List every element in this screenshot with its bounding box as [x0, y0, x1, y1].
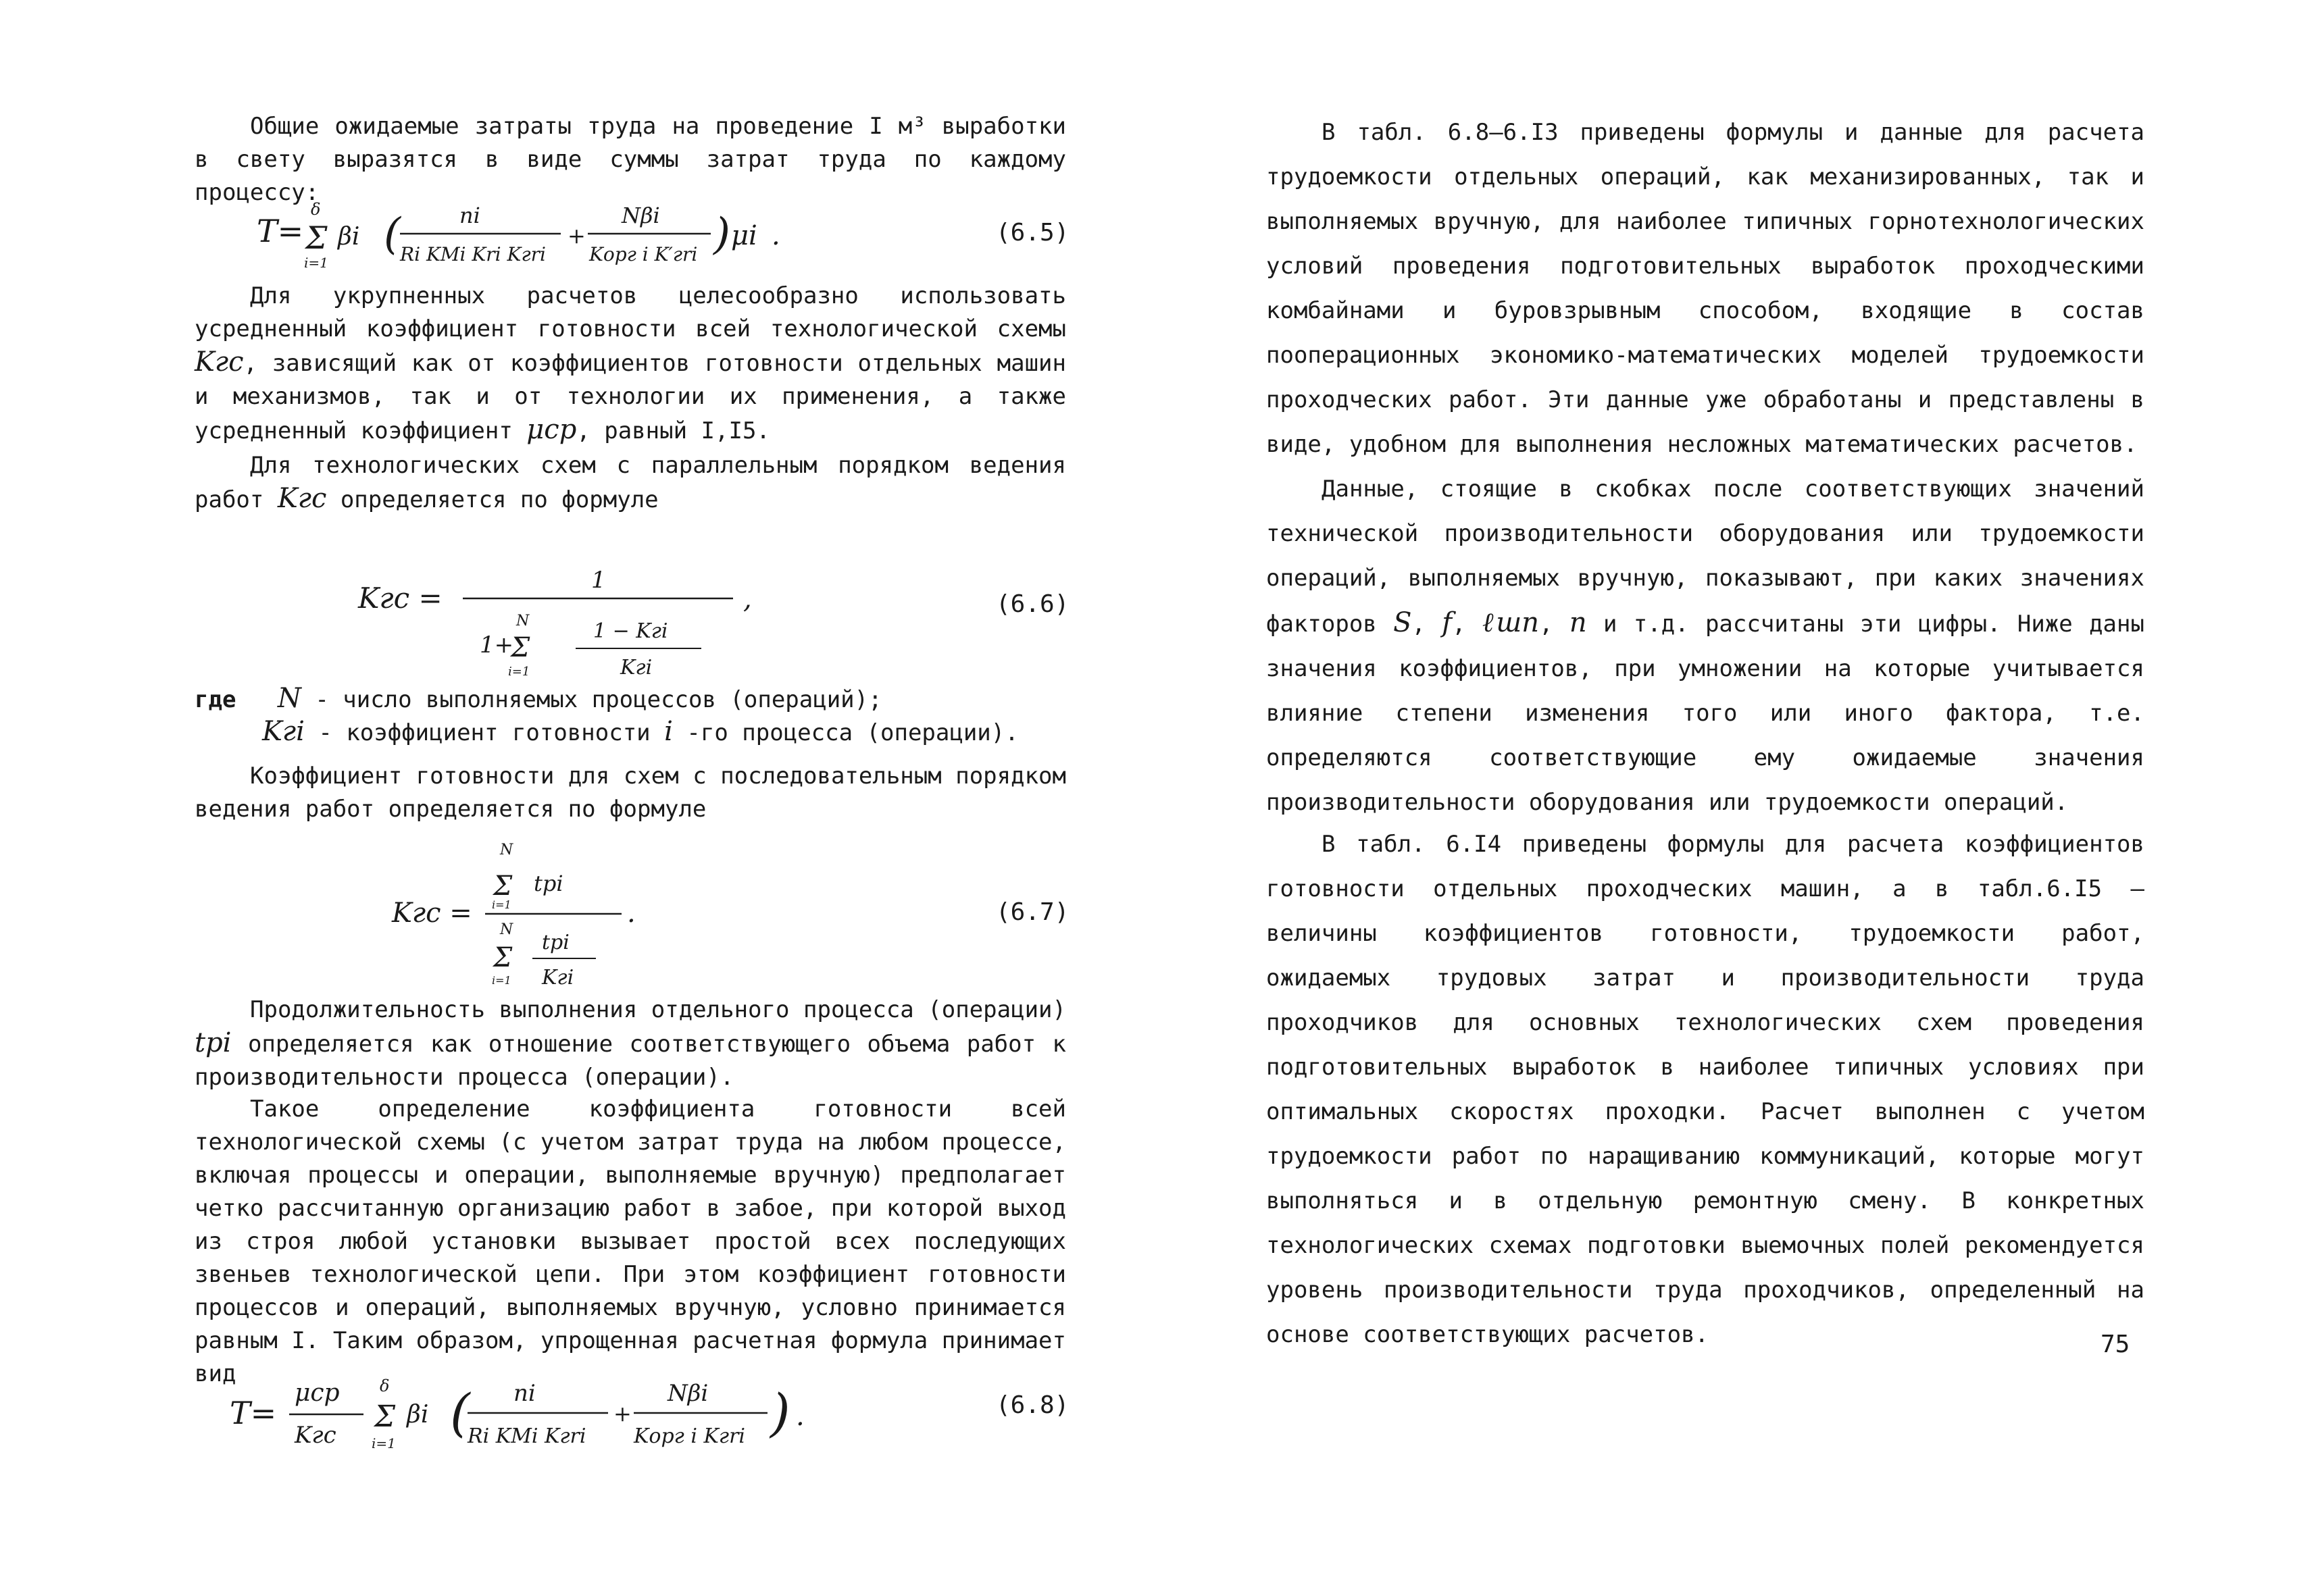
eq68-beta: βi	[407, 1401, 429, 1428]
eq65-den1: Ri KMi Kri Kгri	[400, 243, 546, 265]
eq68-paren-close: )	[770, 1383, 790, 1443]
eq67-sigma-top: Σ	[493, 871, 513, 902]
symbol-f: f	[1442, 607, 1453, 638]
eq65-den2: Kорг i K′гri	[589, 243, 698, 265]
eq66-one-plus: 1+	[480, 632, 514, 659]
eq65-beta: βi	[338, 223, 360, 251]
eq68-kgc: Kгс	[295, 1422, 336, 1449]
equation-6-5	[257, 189, 811, 284]
eq65-mu: μi	[731, 220, 757, 251]
eq68-sum-bottom: i=1	[372, 1435, 396, 1451]
equation-6-6-svg	[358, 554, 790, 689]
equation-6-6	[358, 554, 790, 689]
eq67-sum-top-upper: N	[500, 842, 513, 858]
eq68-paren-open: (	[450, 1383, 470, 1443]
symbol-k-gi: Kгi	[262, 716, 305, 747]
paragraph-process-duration: Продолжительность выполнения отдельного процесса (операции) tрi определяется как отношение соответствующего объема работ к производительности процесса (операции).	[195, 996, 1066, 1091]
eq65-paren-open: (	[384, 209, 401, 259]
symbol-k-gc: Kгс	[195, 346, 244, 378]
eq67-sum-top-lower: N	[500, 921, 513, 938]
paragraph-table-6-14: В табл. 6.I4 приведены формулы для расчета коэффициентов готовности отдельных проходческих машин, а в табл.6.I5 – величины коэффициентов готовности, трудоемкости работ, ожидаемых трудовых затрат и производительности труда проходчиков для основных технологических схем проведения подготовительных выработок в наиболее типичных условиях при оптимальных скоростях проходки. Расчет выполнен с учетом трудоемкости работ по наращиванию коммуникаций, которые могут выполняться и в отдельную ремонтную смену. В конкретных технологических схемах подготовки выемочных полей рекомендуется уровень производительности труда проходчиков, определенный на основе соответствующих расчетов.	[1266, 831, 2144, 1348]
eq68-end: .	[796, 1401, 805, 1432]
eq66-inner-num: 1 − Kгi	[593, 619, 668, 643]
eq67-lhs: Kгс =	[392, 898, 472, 929]
eq65-end: .	[772, 220, 780, 251]
symbol-N: N	[277, 683, 301, 714]
eq65-sigma: Σ	[305, 220, 328, 256]
where-line-1: где N - число выполняемых процессов (операций);	[195, 683, 882, 714]
page-number: 75	[2101, 1331, 2130, 1358]
where-line-2: Kгi - коэффициент готовности i -го процесса (операции).	[262, 716, 1019, 747]
paragraph-parallel-schemes: Для технологических схем с параллельным порядком ведения работ Kгс определяется по формуле	[195, 452, 1066, 514]
equation-6-8	[230, 1364, 838, 1472]
eq66-lhs: Kгс =	[358, 582, 443, 615]
equation-number-6-5: (6.5)	[996, 219, 1070, 247]
eq68-den1: Ri KMi Kгri	[468, 1424, 586, 1448]
eq68-sum-top: δ	[380, 1376, 390, 1395]
equation-number-6-8: (6.8)	[996, 1391, 1070, 1419]
where-label: где	[195, 686, 236, 713]
right-page	[1157, 0, 2314, 1596]
eq68-T: T=	[230, 1395, 277, 1431]
eq67-num: tрi	[534, 871, 563, 896]
eq66-comma: ,	[743, 584, 752, 615]
equation-6-8-svg	[230, 1364, 838, 1472]
eq67-sigma-bottom: Σ	[493, 942, 513, 973]
eq68-num2: Nβi	[668, 1380, 709, 1407]
equation-6-5-svg	[257, 189, 811, 284]
eq67-sum-bottom-lower: i=1	[492, 974, 511, 987]
eq65-num1: ni	[459, 203, 480, 228]
eq66-sum-top: N	[516, 613, 530, 629]
symbol-k-gc-2: Kгс	[277, 483, 327, 514]
equation-number-6-6: (6.6)	[996, 590, 1070, 618]
eq68-den2: Kорг i Kгri	[634, 1424, 746, 1448]
paragraph-enlarged-calc: Для укрупненных расчетов целесообразно использовать усредненный коэффициент готовности всей технологической схемы Kгс, зависящий как от коэффициентов готовности отдельных машин и механизмов, так и от технологии их применения, а также усредненный коэффициент μср, равный I,I5.	[195, 282, 1066, 445]
eq65-plus: +	[568, 223, 586, 249]
paragraph-bracketed-data: Данные, стоящие в скобках после соответствующих значений технической производительности оборудования или трудоемкости операций, выполняемых вручную, показывают, при каких значениях факторов S, f, ℓшп, n и т.д. рассчитаны эти цифры. Ниже даны значения коэффициентов, при умножении на которые учитывается влияние степени изменения того или иного фактора, т.е. определяются соответствующие ему ожидаемые значения производительности оборудования или трудоемкости операций.	[1266, 475, 2144, 816]
eq67-den-num: tрi	[542, 931, 570, 954]
eq68-plus: +	[613, 1401, 632, 1426]
symbol-t-pi: tрi	[195, 1027, 232, 1058]
paragraph-labor-total: Общие ожидаемые затраты труда на проведение I м³ выработки в свету выразятся в виде суммы затрат труда по каждому процессу:	[195, 113, 1066, 206]
symbol-l-shp: ℓшп	[1482, 607, 1540, 638]
eq68-mu: μср	[295, 1379, 340, 1407]
symbol-n: n	[1569, 607, 1587, 638]
symbol-S: S	[1393, 607, 1412, 638]
eq66-sum-bottom: i=1	[508, 665, 530, 679]
eq68-sigma: Σ	[374, 1399, 396, 1434]
eq66-one: 1	[591, 567, 606, 594]
eq67-end: .	[627, 898, 636, 929]
eq67-den-den: Kгi	[542, 966, 574, 989]
eq65-T: T=	[257, 213, 304, 249]
eq66-inner-den: Kгi	[620, 656, 653, 679]
eq68-num1: ni	[513, 1380, 536, 1407]
paragraph-readiness-definition: Такое определение коэффициента готовности всей технологической схемы (с учетом затрат труда на любом процессе, включая процессы и операции, выполняемые вручную) предполагает четко рассчитанную организацию работ в забое, при которой выход из строя любой установки вызывает простой всех последующих звеньев технологической цепи. При этом коэффициент готовности процессов и операций, выполняемых вручную, условно принимается равным I. Таким образом, упрощенная расчетная формула принимает вид	[195, 1096, 1066, 1387]
eq65-sum-bottom: i=1	[304, 255, 328, 271]
paragraph-sequential-schemes: Коэффициент готовности для схем с последовательным порядком ведения работ определяется по формуле	[195, 763, 1066, 823]
eq65-paren-close: )	[713, 209, 730, 259]
symbol-i: i	[664, 716, 673, 747]
paragraph-tables-6-8-6-13: В табл. 6.8–6.I3 приведены формулы и данные для расчета трудоемкости отдельных операций, как механизированных, так и выполняемых вручную, для наиболее типичных горнотехнологических условий проведения подготовительных выработок проходческими комбайнами и буровзрывным способом, входящие в состав пооперационных экономико-математических моделей трудоемкости проходческих работ. Эти данные уже обработаны и представлены в виде, удобном для выполнения несложных математических расчетов.	[1266, 119, 2144, 458]
eq65-num2: Nβi	[622, 203, 660, 228]
equation-number-6-7: (6.7)	[996, 898, 1070, 926]
eq66-sigma: Σ	[511, 632, 530, 663]
eq67-sum-bottom-upper: i=1	[492, 898, 511, 911]
symbol-mu-cp: μср	[526, 414, 577, 445]
equation-6-7	[392, 834, 689, 996]
eq65-sum-top: δ	[311, 200, 321, 219]
equation-6-7-svg	[392, 834, 689, 996]
